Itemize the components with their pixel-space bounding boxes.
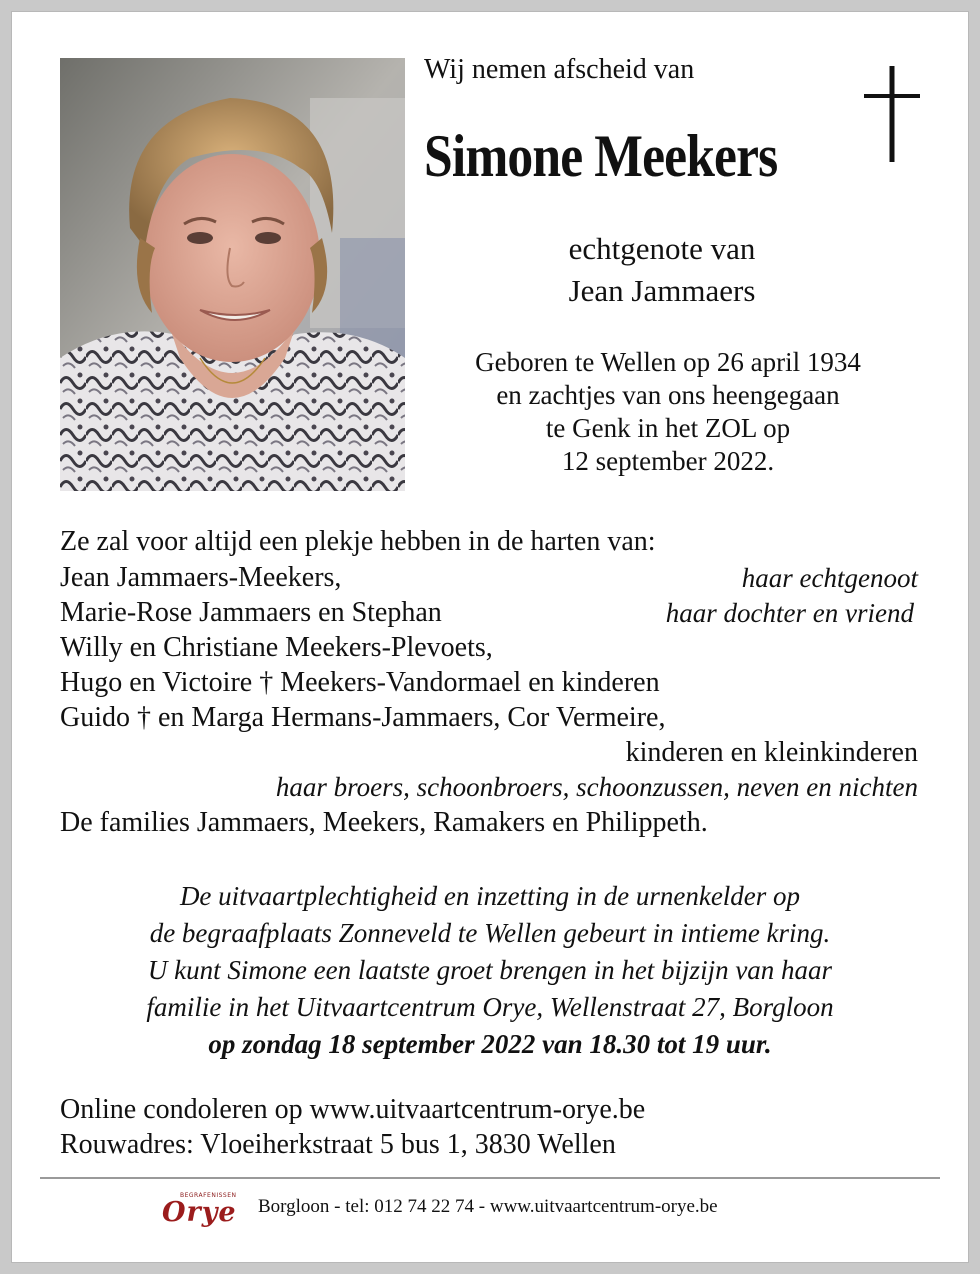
mourning-address: Rouwadres: Vloeiherkstraat 5 bus 1, 3830 Wellen bbox=[60, 1129, 616, 1160]
footer-divider bbox=[40, 1177, 940, 1179]
family-row-1-relation: haar echtgenoot bbox=[741, 563, 918, 593]
family-row-2-relation: haar dochter en vriend bbox=[665, 598, 914, 628]
contact-block bbox=[60, 1092, 645, 1162]
family-row-6-name: kinderen en kleinkinderen bbox=[625, 737, 918, 768]
footer-contact: Borgloon - tel: 012 74 22 74 - www.uitvaartcentrum-orye.be bbox=[258, 1196, 718, 1217]
spouse-line-1: echtgenote van bbox=[568, 231, 756, 266]
ceremony-block bbox=[52, 878, 928, 1063]
ceremony-line-3: U kunt Simone een laatste groet brengen in het bijzijn van haar bbox=[147, 955, 833, 985]
ceremony-date: op zondag 18 september 2022 van 18.30 tot 19 uur. bbox=[208, 1029, 772, 1059]
ceremony-line-1: De uitvaartplechtigheid en inzetting in de urnenkelder op bbox=[179, 881, 801, 911]
orye-logo: Orye bbox=[162, 1197, 237, 1228]
portrait-illustration bbox=[60, 58, 405, 491]
portrait-photo bbox=[60, 58, 405, 491]
family-row-3-name: Willy en Christiane Meekers-Plevoets, bbox=[60, 632, 493, 663]
online-condolences: Online condoleren op www.uitvaartcentrum-orye.be bbox=[60, 1094, 646, 1125]
obituary-card bbox=[12, 12, 968, 1262]
birth-death-block bbox=[412, 346, 924, 478]
intro-text: Wij nemen afscheid van bbox=[424, 54, 695, 85]
family-row-1-name: Jean Jammaers-Meekers, bbox=[60, 562, 342, 593]
cross-icon bbox=[864, 66, 920, 162]
family-intro: Ze zal voor altijd een plekje hebben in de harten van: bbox=[60, 526, 656, 557]
logo-subtitle: BEGRAFENISSEN bbox=[180, 1192, 237, 1199]
birth-line-1: Geboren te Wellen op 26 april 1934 bbox=[475, 347, 861, 377]
spouse-line-2: Jean Jammaers bbox=[568, 273, 756, 308]
birth-line-3: te Genk in het ZOL op bbox=[545, 413, 791, 443]
ceremony-line-4: familie in het Uitvaartcentrum Orye, Wellenstraat 27, Borgloon bbox=[146, 992, 834, 1022]
spouse-block bbox=[424, 228, 900, 312]
family-row-5-name: Guido † en Marga Hermans-Jammaers, Cor Vermeire, bbox=[60, 702, 666, 733]
birth-line-4: 12 september 2022. bbox=[561, 446, 775, 476]
family-row-4-name: Hugo en Victoire † Meekers-Vandormael en kinderen bbox=[60, 667, 660, 698]
family-row-8-name: De families Jammaers, Meekers, Ramakers en Philippeth. bbox=[60, 807, 708, 838]
birth-line-2: en zachtjes van ons heengegaan bbox=[496, 380, 840, 410]
deceased-name: Simone Meekers bbox=[424, 123, 778, 189]
family-row-7-relation: haar broers, schoonbroers, schoonzussen, neven en nichten bbox=[275, 772, 918, 802]
ceremony-line-2: de begraafplaats Zonneveld te Wellen gebeurt in intieme kring. bbox=[149, 918, 831, 948]
family-row-2-name: Marie-Rose Jammaers en Stephan bbox=[60, 597, 442, 628]
